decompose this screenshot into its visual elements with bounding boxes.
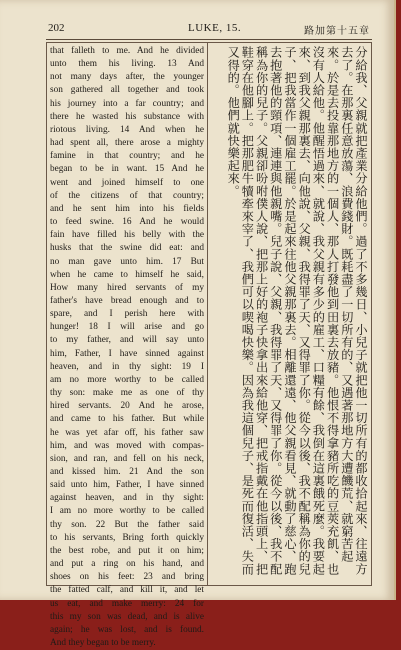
chinese-text: 分給我︑父親就把產業分給他們︒過了不多幾日︑小兒子就把他一切所有的都收拾起來︑往遠方去了︒在那裏任意放蕩︑浪費錢財︒既耗盡了一切所有的︑又遇著那地方大遭饑荒︑就窮苦起來︒於是去投靠那地方的一個人︑那人打發他到田裏去放豬︒他恨不得拿豬所吃的豆莢充飢︑也沒有人給他︒他醒悟過來︑就說︑我父親有多少的雇工︑口糧有餘︑我倒在這裏餓死麼︒我要起來︑到我父親那裏去︑向他說︑父親︑我得罪了天︑又得罪了你︒從今以後︑我不配稱為你的兒子︑把我當作一個雇工罷︒於是起來往他父親那裏去︒相離還遠︑他父親看見︑就動了慈心︑跑去抱著他的頸項︑連連與他親嘴︒兒子說︑父親︑我得罪了天︑又得罪了你︒從今以後︑我不配稱為你的兒子︒父親卻吩咐僕人說︑把那上好的袍子快拿出來給他穿︑把戒指戴在他指頭上︑把鞋穿在他腳上︒把那肥牛犢牽來宰了︑我們可以喫喝快樂︒因為我這個兒子︑是死而復活︑失而又得的︒他們就快樂起來︒	[226, 46, 368, 576]
english-line: and kissed him. 21 And the son	[50, 467, 204, 477]
column-divider	[207, 42, 208, 586]
english-column	[50, 45, 204, 649]
english-line: thy son. 22 But the father said	[50, 519, 204, 530]
english-line: and he sent him into his fields	[50, 203, 204, 214]
english-line: and came to his father. But while	[50, 414, 204, 425]
english-line: father's have bread enough and to	[50, 295, 204, 306]
chinese-column	[211, 46, 368, 582]
english-line: had spent all, there arose a mighty	[50, 138, 204, 149]
english-line: the fatted calf, and kill it, and let	[50, 585, 204, 596]
english-line: that falleth to me. And he divided	[50, 46, 204, 56]
english-line: hired servants. 20 And he arose,	[50, 401, 204, 412]
english-line: of the citizens of that country;	[50, 190, 204, 201]
english-line: him, and was moved with compas-	[50, 440, 204, 451]
header-rule	[46, 39, 372, 40]
english-line: son gathered all together and took	[50, 85, 204, 96]
english-line: no man gave unto him. 17 But	[50, 256, 204, 267]
english-line: against heaven, and in thy sight:	[50, 493, 204, 504]
chinese-chapter-heading: 路加第十五章	[304, 26, 370, 37]
english-line: riotous living. 14 And when he	[50, 124, 204, 135]
english-line: his journey into a far country; and	[50, 98, 204, 109]
english-line: am no more worthy to be called	[50, 374, 204, 385]
book-chapter-heading: LUKE, 15.	[188, 22, 242, 34]
english-line: this my son was dead, and is alive	[50, 611, 204, 622]
english-line: hunger! 18 I will arise and go	[50, 322, 204, 333]
english-line: him, Father, I have sinned against	[50, 348, 204, 359]
english-line: began to be in want. 15 And he	[50, 164, 204, 175]
english-line: to my father, and will say unto	[50, 335, 204, 346]
english-line: not many days after, the younger	[50, 72, 204, 83]
english-line: How many hired servants of my	[50, 282, 204, 293]
english-line: said unto him, Father, I have sinned	[50, 480, 204, 491]
english-line: spare, and I perish here with	[50, 309, 204, 320]
english-line: and put a ring on his hand, and	[50, 559, 204, 570]
english-line: shoes on his feet: 23 and bring	[50, 572, 204, 583]
english-line: us eat, and make merry: 24 for	[50, 598, 204, 609]
english-line: husks that the swine did eat: and	[50, 243, 204, 254]
english-line: to feed swine. 16 And he would	[50, 217, 204, 228]
english-line: sion, and ran, and fell on his neck,	[50, 453, 204, 464]
english-line: the best robe, and put it on him;	[50, 545, 204, 556]
english-line: he was yet afar off, his father saw	[50, 427, 204, 438]
english-line: famine in that country; and he	[50, 151, 204, 162]
english-line: again; he was lost, and is found.	[50, 624, 204, 635]
page-number: 202	[48, 22, 65, 34]
english-line: unto them his living. 13 And	[50, 59, 204, 70]
english-line: thy son: make me as one of thy	[50, 388, 204, 399]
page-header	[48, 22, 370, 38]
english-line: I am no more worthy to be called	[50, 506, 204, 517]
english-line: to his servants, Bring forth quickly	[50, 532, 204, 543]
english-line: heaven, and in thy sight: 19 I	[50, 361, 204, 372]
english-line: And they began to be merry.	[50, 638, 156, 649]
english-line: there he wasted his substance with	[50, 111, 204, 122]
english-line: when he came to himself he said,	[50, 269, 204, 280]
english-line: fain have filled his belly with the	[50, 230, 204, 241]
english-line: went and joined himself to one	[50, 177, 204, 188]
